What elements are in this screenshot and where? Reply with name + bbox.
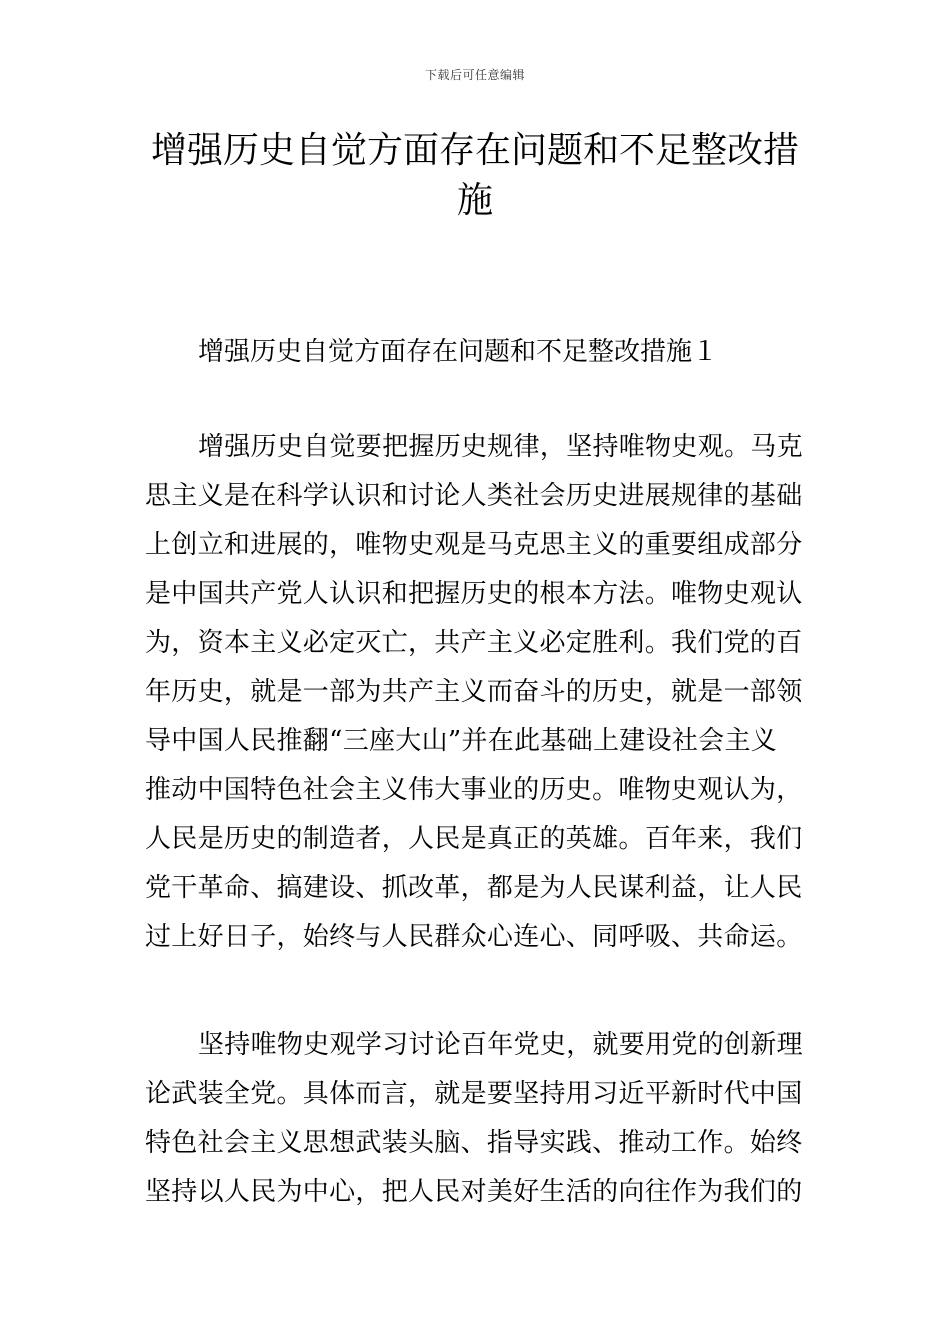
paragraph-2 [145,1021,805,1217]
paragraph-line: 坚持以人民为中心，把人民对美好生活的向往作为我们的 [145,1177,803,1207]
paragraph-line: 是中国共产党人认识和把握历史的根本方法。唯物史观认 [145,579,803,609]
header-note: 下载后可任意编辑 [424,68,525,82]
paragraph-line: 特色社会主义思想武装头脑、指导实践、推动工作。始终 [145,1128,803,1158]
title-line-1: 增强历史自觉方面存在问题和不足整改措 [150,130,799,171]
paragraph-line: 论武装全党。具体而言，就是要坚持用习近平新时代中国 [145,1079,803,1109]
paragraph-line: 导中国人民推翻“三座大山”并在此基础上建设社会主义 [145,726,778,756]
paragraph-1 [145,423,805,962]
paragraph-line: 上创立和进展的，唯物史观是马克思主义的重要组成部分 [145,530,803,560]
paragraph-line: 推动中国特色社会主义伟大事业的历史。唯物史观认为， [145,775,803,805]
paragraph-line: 过上好日子，始终与人民群众心连心、同呼吸、共命运。 [145,922,803,952]
paragraph-line: 思主义是在科学认识和讨论人类社会历史进展规律的基础 [145,481,803,511]
section-subheading: 增强历史自觉方面存在问题和不足整改措施１ [198,337,719,367]
paragraph-line: 为，资本主义必定灭亡，共产主义必定胜利。我们党的百 [145,628,803,658]
document-title [150,126,800,226]
title-line-2: 施 [456,180,493,221]
paragraph-line: 增强历史自觉要把握历史规律，坚持唯物史观。马克 [198,432,803,462]
paragraph-line: 年历史，就是一部为共产主义而奋斗的历史，就是一部领 [145,677,803,707]
paragraph-line: 党干革命、搞建设、抓改革，都是为人民谋利益，让人民 [145,873,803,903]
paragraph-line: 坚持唯物史观学习讨论百年党史，就要用党的创新理 [198,1030,803,1060]
paragraph-line: 人民是历史的制造者，人民是真正的英雄。百年来，我们 [145,824,803,854]
